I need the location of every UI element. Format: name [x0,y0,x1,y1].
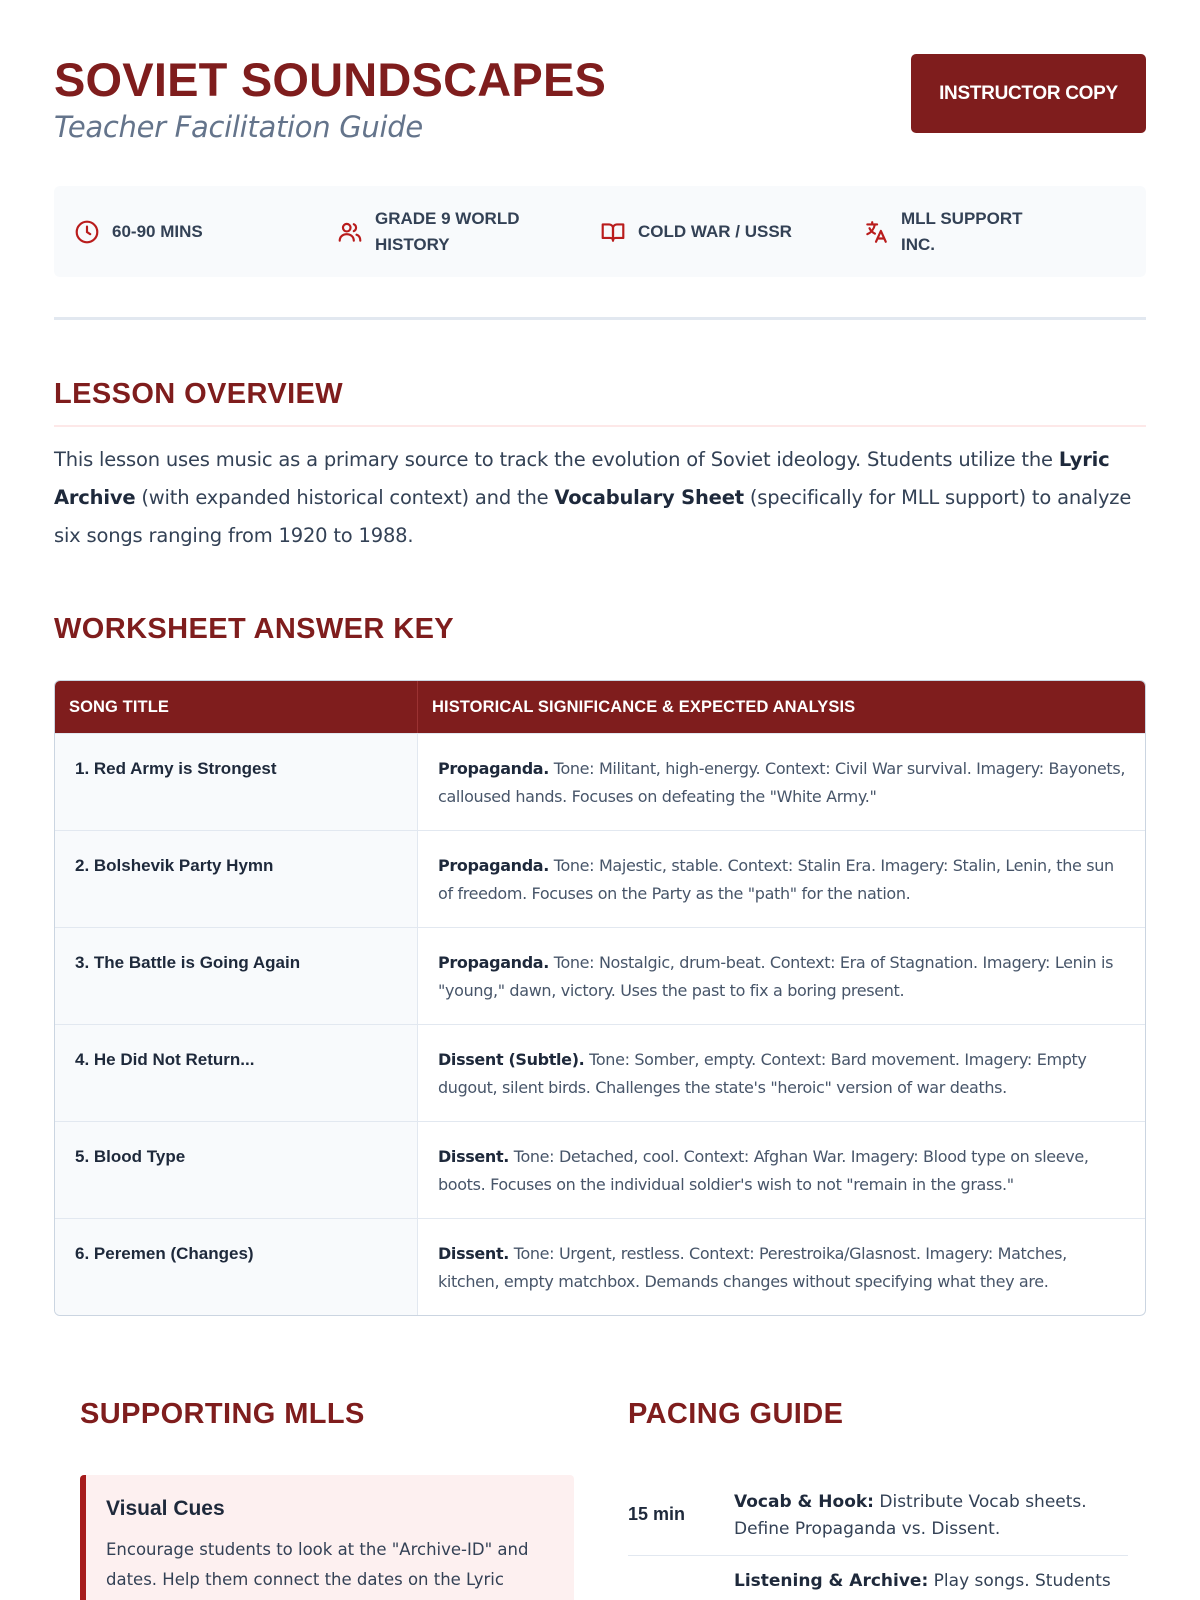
analysis-label: Dissent. [438,1244,509,1263]
pacing-description: Vocab & Hook: Distribute Vocab sheets. Define Propaganda vs. Dissent. [734,1492,1087,1539]
song-analysis: Propaganda. Tone: Majestic, stable. Context: Stalin Era. Imagery: Stalin, Lenin, the sun of freedom. Focuses on the Party as the "path" for the nation. [418,830,1145,927]
callout-title: Visual Cues [106,1497,225,1520]
bottom-columns [54,1398,1146,1600]
pacing-step-title: Vocab & Hook: [734,1492,874,1512]
song-title: 5. Blood Type [55,1121,418,1218]
song-title: 4. He Did Not Return... [55,1024,418,1121]
pacing-row [628,1556,1128,1600]
overview-heading: LESSON OVERVIEW [54,378,1146,427]
book-open-icon [600,219,626,245]
answer-key-heading: WORKSHEET ANSWER KEY [54,613,455,645]
pacing-description: Listening & Archive: Play songs. Students [734,1571,1111,1591]
meta-duration-label: 60-90 MINS [112,221,203,241]
overview-text: This lesson uses music as a primary source to track the evolution of Soviet ideology. Students utilize the Lyric Archive (with expanded historical context) and the Vocabulary Sheet (specifically for MLL support) to analyze six songs ranging from 1920 to 1988. [54,448,1132,547]
song-analysis: Dissent. Tone: Detached, cool. Context: Afghan War. Imagery: Blood type on sleeve, boots. Focuses on the individual soldier's wish to not "remain in the grass." [418,1121,1145,1218]
pacing-section [628,1398,1128,1600]
table-row [55,830,1145,927]
page-title: SOVIET SOUNDSCAPES [54,53,607,106]
lyric-archive-term: Lyric Archive [54,448,1110,509]
table-row [55,1024,1145,1121]
page-subtitle: Teacher Facilitation Guide [54,110,423,144]
pacing-heading: PACING GUIDE [628,1398,844,1430]
pacing-list [628,1477,1128,1600]
song-title: 2. Bolshevik Party Hymn [55,830,418,927]
lesson-meta-bar [54,186,1146,277]
column-header-song: SONG TITLE [55,681,418,733]
meta-topic [600,219,863,245]
song-analysis: Dissent. Tone: Urgent, restless. Context: Perestroika/Glasnost. Imagery: Matches, kitchen, empty matchbox. Demands changes without specifying what they are. [418,1218,1145,1315]
song-analysis: Propaganda. Tone: Militant, high-energy. Context: Civil War survival. Imagery: Bayonets, calloused hands. Focuses on defeating the "White Army." [418,733,1145,830]
meta-topic-label: COLD WAR / USSR [638,221,792,241]
table-row [55,1121,1145,1218]
analysis-label: Propaganda. [438,953,549,972]
meta-grade [337,206,600,258]
divider [54,317,1146,320]
translate-icon [863,219,889,245]
analysis-label: Dissent. [438,1147,509,1166]
visual-cues-callout [80,1475,574,1600]
pacing-time: 15 min [628,1504,686,1524]
column-header-analysis: HISTORICAL SIGNIFICANCE & EXPECTED ANALYSIS [418,681,1145,733]
answer-key-table [54,680,1146,1316]
meta-mll-label: MLL SUPPORT INC. [901,208,1023,254]
meta-duration [74,219,337,245]
table-header-row [55,681,1145,733]
song-title: 6. Peremen (Changes) [55,1218,418,1315]
table-row [55,927,1145,1024]
song-title: 1. Red Army is Strongest [55,733,418,830]
users-icon [337,219,363,245]
analysis-label: Dissent (Subtle). [438,1050,585,1069]
song-analysis: Propaganda. Tone: Nostalgic, drum-beat. Context: Era of Stagnation. Imagery: Lenin is "young," dawn, victory. Uses the past to fix a boring present. [418,927,1145,1024]
table-row [55,1218,1145,1315]
pacing-row [628,1477,1128,1556]
pacing-step-title: Listening & Archive: [734,1571,929,1591]
analysis-label: Propaganda. [438,856,549,875]
analysis-label: Propaganda. [438,759,549,778]
instructor-copy-badge: INSTRUCTOR COPY [911,54,1146,133]
meta-grade-label: GRADE 9 WORLD HISTORY [375,208,520,254]
mll-heading: SUPPORTING MLLS [80,1398,365,1430]
table-row [55,733,1145,830]
clock-icon [74,219,100,245]
song-title: 3. The Battle is Going Again [55,927,418,1024]
callout-text: Encourage students to look at the "Archive-ID" and dates. Help them connect the dates on the Lyric [106,1540,529,1589]
mll-section [80,1398,574,1600]
header [54,52,1146,152]
vocabulary-sheet-term: Vocabulary Sheet [554,486,744,509]
meta-mll [863,206,1126,258]
pacing-time [628,1568,734,1595]
song-analysis: Dissent (Subtle). Tone: Somber, empty. Context: Bard movement. Imagery: Empty dugout, silent birds. Challenges the state's "heroic" version of war deaths. [418,1024,1145,1121]
